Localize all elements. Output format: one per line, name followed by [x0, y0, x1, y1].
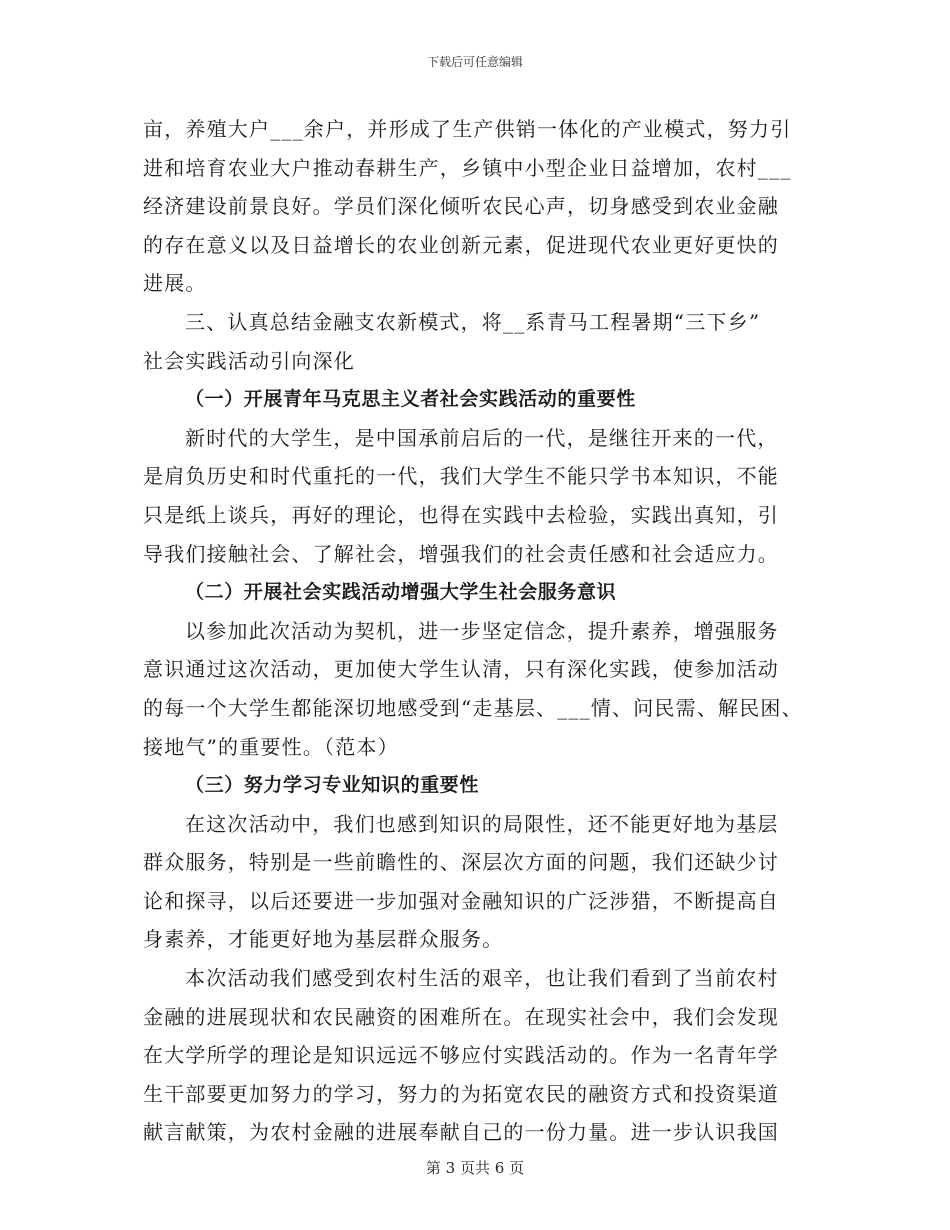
text-line: 本次活动我们感受到农村生活的艰辛，也让我们看到了当前农村	[185, 966, 779, 991]
text-line: 社会实践活动引向深化	[143, 348, 355, 373]
text-line: 三、认真总结金融支农新模式，将__系青马工程暑期“三下乡”	[185, 309, 761, 334]
subheading: （二）开展社会实践活动增强大学生社会服务意识	[185, 581, 617, 604]
text-line: 献言献策，为农村金融的进展奉献自己的一份力量。进一步认识我国	[143, 1120, 779, 1145]
paragraph	[143, 959, 808, 1152]
text-line: 的每一个大学生都能深切地感受到“走基层、___情、问民需、解民困、	[143, 695, 803, 720]
subheading: （一）开展青年马克思主义者社会实践活动的重要性	[185, 388, 636, 411]
paragraph	[143, 805, 808, 959]
document-body	[143, 110, 808, 1152]
text-line: 接地气”的重要性。（范本）	[143, 734, 399, 759]
text-line: 论和探寻，以后还要进一步加强对金融知识的广泛涉猎，不断提高自	[143, 888, 779, 913]
text-line: 金融的进展现状和农民融资的困难所在。在现实社会中，我们会发现	[143, 1004, 779, 1029]
text-line: 经济建设前景良好。学员们深化倾听农民心声，切身感受到农业金融	[143, 194, 779, 219]
text-line: 亩，养殖大户___余户，并形成了生产供销一体化的产业模式，努力引	[143, 117, 792, 141]
text-line: 在这次活动中，我们也感到知识的局限性，还不能更好地为基层	[185, 811, 779, 836]
paragraph	[143, 110, 808, 303]
text-line: 新时代的大学生，是中国承前启后的一代，是继往开来的一代，	[185, 425, 779, 450]
text-line: 生干部要更加努力的学习，努力的为拓宽农民的融资方式和投资渠道	[143, 1081, 779, 1106]
page-number: 第 3 页共 6 页	[425, 1159, 525, 1177]
text-line: 在大学所学的理论是知识远远不够应付实践活动的。作为一名青年学	[143, 1043, 779, 1068]
text-line: 进和培育农业大户推动春耕生产，乡镇中小型企业日益增加，农村___	[143, 155, 792, 180]
text-line: 意识通过这次活动，更加使大学生认清，只有深化实践，使参加活动	[143, 657, 779, 682]
section-title	[143, 303, 808, 380]
text-line: 群众服务，特别是一些前瞻性的、深层次方面的问题，我们还缺少讨	[143, 850, 779, 875]
paragraph	[143, 419, 808, 573]
paragraph	[143, 612, 808, 766]
subheading: （三）努力学习专业知识的重要性	[185, 774, 480, 797]
text-line: 导我们接触社会、了解社会，增强我们的社会责任感和社会适应力。	[143, 541, 779, 566]
text-line: 以参加此次活动为契机，进一步坚定信念，提升素养，增强服务	[185, 618, 779, 643]
page-header-note: 下载后可任意编辑	[426, 55, 523, 69]
text-line: 只是纸上谈兵，再好的理论，也得在实践中去检验，实践出真知，引	[143, 502, 779, 527]
text-line: 进展。	[143, 271, 207, 296]
text-line: 是肩负历史和时代重托的一代，我们大学生不能只学书本知识，不能	[143, 464, 779, 489]
text-line: 的存在意义以及日益增长的农业创新元素，促进现代农业更好更快的	[143, 232, 779, 257]
text-line: 身素养，才能更好地为基层群众服务。	[143, 927, 504, 952]
